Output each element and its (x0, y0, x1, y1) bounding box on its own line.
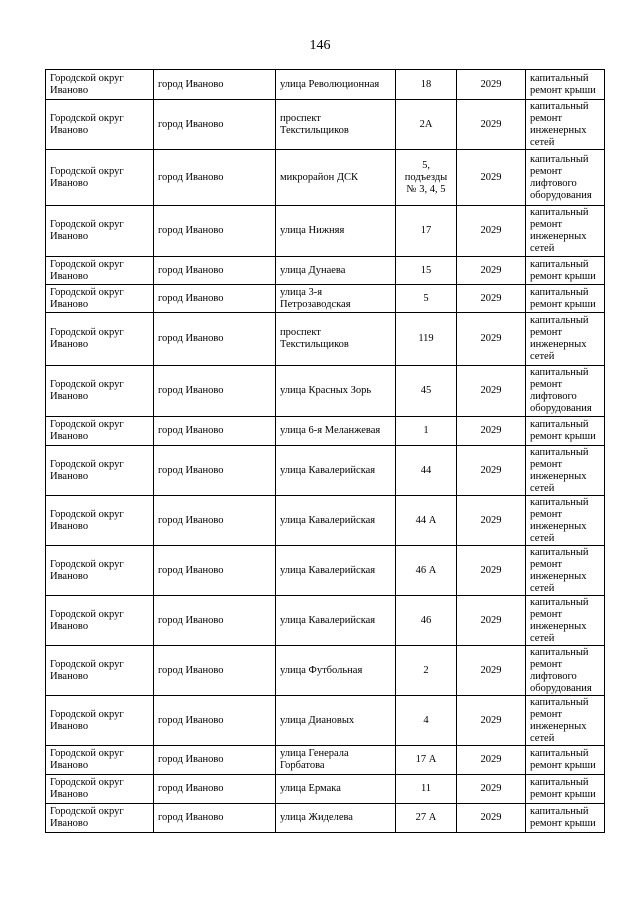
year-cell: 2029 (457, 646, 526, 696)
municipality-cell: Городской округ Иваново (46, 446, 154, 496)
year-cell: 2029 (457, 804, 526, 833)
table-row (46, 257, 605, 285)
table-row (46, 206, 605, 257)
year-cell: 2029 (457, 746, 526, 775)
house-number-cell: 44 (396, 446, 457, 496)
settlement-cell: город Иваново (154, 100, 276, 150)
street-cell: улица Ермака (276, 775, 396, 804)
settlement-cell: город Иваново (154, 285, 276, 313)
street-cell: улица Диановых (276, 696, 396, 746)
house-number-cell: 46 А (396, 546, 457, 596)
house-number-cell: 44 А (396, 496, 457, 546)
year-cell: 2029 (457, 70, 526, 100)
table-row (46, 446, 605, 496)
year-cell: 2029 (457, 546, 526, 596)
settlement-cell: город Иваново (154, 150, 276, 206)
street-cell: улица Кавалерийская (276, 546, 396, 596)
work-type-cell: капитальный ремонт крыши (526, 70, 605, 100)
year-cell: 2029 (457, 257, 526, 285)
work-type-cell: капитальный ремонт лифтового оборудования (526, 646, 605, 696)
street-cell: улица 6-я Меланжевая (276, 417, 396, 446)
municipality-cell: Городской округ Иваново (46, 100, 154, 150)
street-cell: улица Жиделева (276, 804, 396, 833)
house-number-cell: 5, подъезды № 3, 4, 5 (396, 150, 457, 206)
street-cell: улица Дунаева (276, 257, 396, 285)
house-number-cell: 18 (396, 70, 457, 100)
table-row (46, 496, 605, 546)
house-number-cell: 1 (396, 417, 457, 446)
table-row (46, 696, 605, 746)
municipality-cell: Городской округ Иваново (46, 646, 154, 696)
year-cell: 2029 (457, 366, 526, 417)
year-cell: 2029 (457, 285, 526, 313)
municipality-cell: Городской округ Иваново (46, 257, 154, 285)
house-number-cell: 2 (396, 646, 457, 696)
work-type-cell: капитальный ремонт инженерных сетей (526, 313, 605, 366)
municipality-cell: Городской округ Иваново (46, 366, 154, 417)
work-type-cell: капитальный ремонт инженерных сетей (526, 206, 605, 257)
year-cell: 2029 (457, 596, 526, 646)
work-type-cell: капитальный ремонт крыши (526, 285, 605, 313)
house-number-cell: 45 (396, 366, 457, 417)
work-type-cell: капитальный ремонт инженерных сетей (526, 596, 605, 646)
municipality-cell: Городской округ Иваново (46, 417, 154, 446)
table-row (46, 746, 605, 775)
work-type-cell: капитальный ремонт инженерных сетей (526, 496, 605, 546)
street-cell: улица Футбольная (276, 646, 396, 696)
year-cell: 2029 (457, 696, 526, 746)
table-row (46, 646, 605, 696)
house-number-cell: 11 (396, 775, 457, 804)
table-row (46, 775, 605, 804)
street-cell: улица Революционная (276, 70, 396, 100)
table-row (46, 596, 605, 646)
settlement-cell: город Иваново (154, 70, 276, 100)
work-type-cell: капитальный ремонт крыши (526, 804, 605, 833)
work-type-cell: капитальный ремонт лифтового оборудования (526, 150, 605, 206)
municipality-cell: Городской округ Иваново (46, 596, 154, 646)
work-type-cell: капитальный ремонт инженерных сетей (526, 696, 605, 746)
house-number-cell: 17 А (396, 746, 457, 775)
street-cell: микрорайон ДСК (276, 150, 396, 206)
municipality-cell: Городской округ Иваново (46, 775, 154, 804)
work-type-cell: капитальный ремонт крыши (526, 775, 605, 804)
municipality-cell: Городской округ Иваново (46, 285, 154, 313)
table-row (46, 417, 605, 446)
settlement-cell: город Иваново (154, 746, 276, 775)
street-cell: улица Кавалерийская (276, 446, 396, 496)
work-type-cell: капитальный ремонт крыши (526, 257, 605, 285)
municipality-cell: Городской округ Иваново (46, 746, 154, 775)
work-type-cell: капитальный ремонт крыши (526, 746, 605, 775)
house-number-cell: 4 (396, 696, 457, 746)
house-number-cell: 27 А (396, 804, 457, 833)
settlement-cell: город Иваново (154, 546, 276, 596)
house-number-cell: 46 (396, 596, 457, 646)
settlement-cell: город Иваново (154, 313, 276, 366)
street-cell: проспект Текстильщиков (276, 313, 396, 366)
settlement-cell: город Иваново (154, 646, 276, 696)
settlement-cell: город Иваново (154, 496, 276, 546)
table-row (46, 70, 605, 100)
year-cell: 2029 (457, 150, 526, 206)
table-row (46, 150, 605, 206)
settlement-cell: город Иваново (154, 206, 276, 257)
municipality-cell: Городской округ Иваново (46, 70, 154, 100)
settlement-cell: город Иваново (154, 804, 276, 833)
settlement-cell: город Иваново (154, 775, 276, 804)
year-cell: 2029 (457, 206, 526, 257)
street-cell: улица Кавалерийская (276, 596, 396, 646)
municipality-cell: Городской округ Иваново (46, 804, 154, 833)
street-cell: улица Красных Зорь (276, 366, 396, 417)
year-cell: 2029 (457, 496, 526, 546)
settlement-cell: город Иваново (154, 696, 276, 746)
year-cell: 2029 (457, 313, 526, 366)
table-row (46, 804, 605, 833)
work-type-cell: капитальный ремонт инженерных сетей (526, 546, 605, 596)
street-cell: улица Нижняя (276, 206, 396, 257)
year-cell: 2029 (457, 775, 526, 804)
table-row (46, 366, 605, 417)
settlement-cell: город Иваново (154, 417, 276, 446)
year-cell: 2029 (457, 446, 526, 496)
settlement-cell: город Иваново (154, 257, 276, 285)
street-cell: улица Кавалерийская (276, 496, 396, 546)
year-cell: 2029 (457, 100, 526, 150)
page-number: 146 (309, 38, 331, 53)
house-number-cell: 119 (396, 313, 457, 366)
municipality-cell: Городской округ Иваново (46, 496, 154, 546)
table-row (46, 313, 605, 366)
house-number-cell: 17 (396, 206, 457, 257)
work-type-cell: капитальный ремонт лифтового оборудования (526, 366, 605, 417)
work-type-cell: капитальный ремонт инженерных сетей (526, 446, 605, 496)
settlement-cell: город Иваново (154, 446, 276, 496)
house-number-cell: 15 (396, 257, 457, 285)
house-number-cell: 5 (396, 285, 457, 313)
municipality-cell: Городской округ Иваново (46, 546, 154, 596)
table-row (46, 546, 605, 596)
settlement-cell: город Иваново (154, 596, 276, 646)
work-type-cell: капитальный ремонт крыши (526, 417, 605, 446)
table-row (46, 100, 605, 150)
municipality-cell: Городской округ Иваново (46, 313, 154, 366)
year-cell: 2029 (457, 417, 526, 446)
work-type-cell: капитальный ремонт инженерных сетей (526, 100, 605, 150)
street-cell: проспект Текстильщиков (276, 100, 396, 150)
street-cell: улица 3-я Петрозаводская (276, 285, 396, 313)
municipality-cell: Городской округ Иваново (46, 696, 154, 746)
house-number-cell: 2А (396, 100, 457, 150)
repair-schedule-table (45, 69, 605, 833)
settlement-cell: город Иваново (154, 366, 276, 417)
table-row (46, 285, 605, 313)
street-cell: улица Генерала Горбатова (276, 746, 396, 775)
municipality-cell: Городской округ Иваново (46, 150, 154, 206)
municipality-cell: Городской округ Иваново (46, 206, 154, 257)
